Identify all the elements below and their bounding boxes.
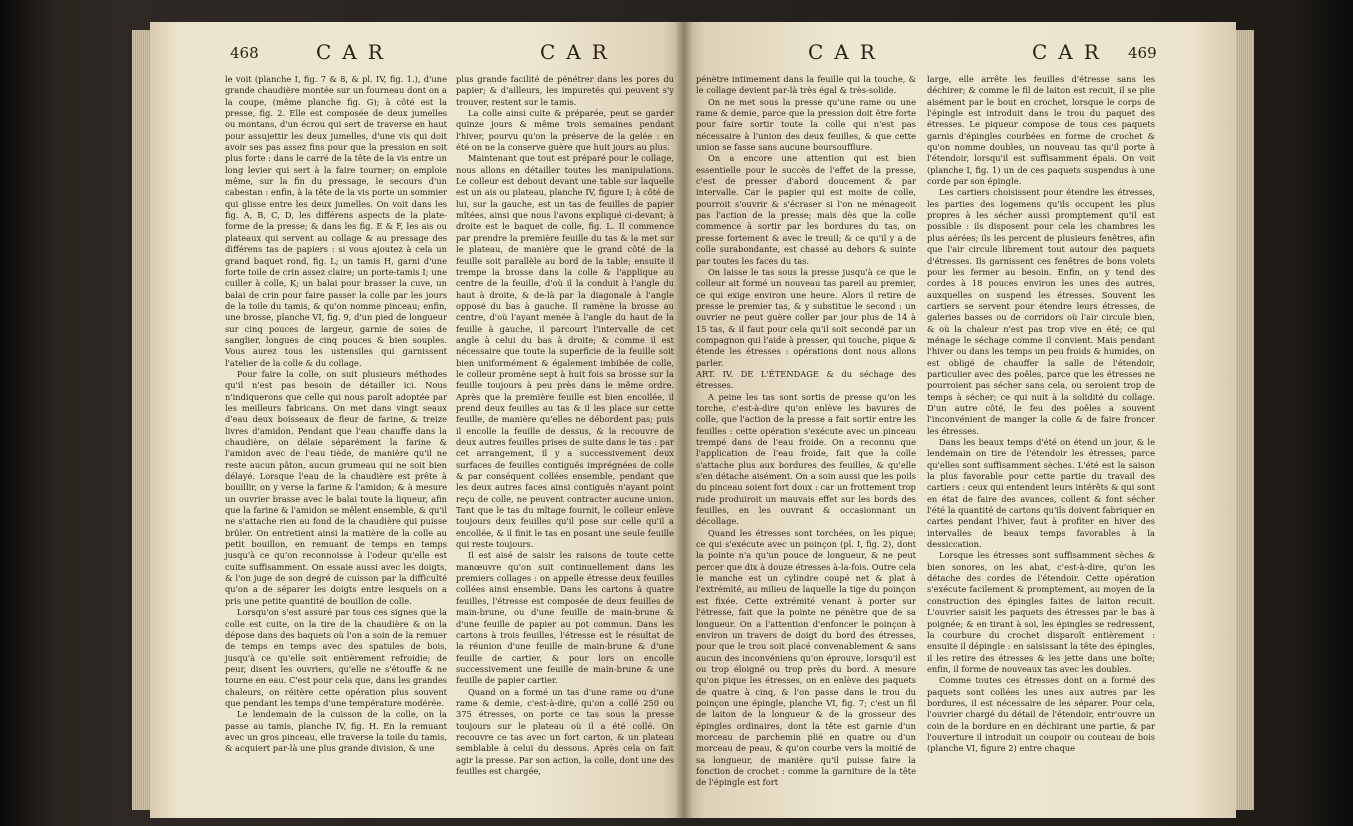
paragraph: Il est aisé de saisir les raisons de toute cette manœuvre qu'on suit continuellement dans les premiers collages : on appelle étresse deux feuilles collées ainsi ensemble. Dans les cartons à quatre feuilles, l'étresse est composée de deux feuilles de main-brune, ou d'une feuille de main-brune & d'une feuille de papier au pot commun. Dans les cartons à trois feuilles, l'étresse est le résultat de la réunion d'une feuille de main-brune & d'une feuille de cartier, & pour lors on encolle successivement une feuille de main-brune & une feuille de papier cartier. [456, 550, 674, 686]
paragraph: Le lendemain de la cuisson de la colle, on la passe au tamis, planche IV, fig. H. En la remuant avec un gros pinceau, elle traverse la toile du tamis, & acquiert par-là une plus grande division, & une [225, 709, 447, 754]
paragraph: Lorsque les étresses sont suffisamment sèches & bien sonores, on les abat, c'est-à-dire, qu'on les détache des cordes de l'étendoir. Cette opération s'exécute facilement & promptement, au moyen de la construction des épingles faites de laiton recuit. L'ouvrier saisit les paquets des étresses par le bas à poignée; & en tirant à soi, les épingles se redressent, la courbure du crochet disparoît entièrement : ensuite il dépingle : en saisissant la tête des épingles, il les retire des étresses & les jette dans une boîte; enfin, il forme de nouveaux tas avec les doubles. [927, 550, 1155, 674]
right-page-column-2 [927, 74, 1155, 755]
paragraph: Quand les étresses sont torchées, on les pique; ce qui s'exécute avec un poinçon (pl. I, fig. 2), dont la pointe n'a qu'un pouce de longueur, & ne peut percer que dix à douze étresses à-la-fois. Outre cela le manche est un cylindre coupé net & plat à l'extrémité, au milieu de laquelle la tige du poinçon est fixée. Cette extrémité venant à porter sur l'étresse, fait que la pointe ne pénètre que de sa longueur. On a l'attention d'enfoncer le poinçon à environ un travers de doigt du bord des étresses, pour que le trou soit placé convenablement & sans aucun des inconvéniens qu'on éprouve, lorsqu'il est ou trop éloigné ou trop près du bord. A mesure qu'on pique les étresses, on en enlève des paquets de quatre à cinq, & l'on passe dans le trou du poinçon une épingle, planche VI, fig. 7; c'est un fil de laiton de la longueur & de la grosseur des épingles ordinaires, dont la tête est garnie d'un morceau de parchemin plié en quatre ou d'un morceau de peau, & qu'on courbe vers la moitié de sa longueur, de manière qu'il puisse faire la fonction de crochet : comme la garniture de la tête de l'épingle est fort [696, 527, 916, 788]
paragraph: pénètre intimement dans la feuille qui la touche, & le collage devient par-là très égal & très-solide. [696, 74, 916, 96]
paragraph: Pour faire la colle, on suit plusieurs méthodes qu'il n'est pas besoin de détailler ici. Nous n'indiquerons que celle qui nous paroît adoptée par les meilleurs fabricans. On met dans vingt seaux d'eau deux boisseaux de fleur de farine, & treize livres d'amidon. Pendant que l'eau chauffe dans la chaudière, on délaie séparément la farine & l'amidon avec de l'eau tiède, de manière qu'il ne reste aucun pâton, aucun grumeau qui ne soit bien délayé. Lorsque l'eau de la chaudière est prête à bouillir, on y verse la farine & l'amidon; & à mesure un ouvrier brasse avec le balai toute la liqueur, afin que la farine & l'amidon se mêlent ensemble, & qu'il ne s'attache rien au fond de la chaudière qui puisse brûler. On entretient ainsi la matière de la colle au petit bouillon, en remuant de temps en temps jusqu'à ce qu'on reconnoisse à l'odeur qu'elle est cuite suffisamment. On essaie aussi avec les doigts, & l'on juge de son degré de cuisson par la difficulté qu'on a de séparer les doigts entre lesquels on a pris une petite quantité de bouillon de colle. [225, 368, 447, 606]
book-gutter [675, 22, 693, 818]
paragraph: plus grande facilité de pénétrer dans les pores du papier; & d'ailleurs, les impuretés qui peuvent s'y trouver, restent sur le tamis. [456, 74, 674, 107]
paragraph: Lorsqu'on s'est assuré par tous ces signes que la colle est cuite, on la tire de la chaudière & on la dépose dans des baquets où l'on a soin de la remuer de temps en temps avec des spatules de bois, jusqu'à ce qu'elle soit entièrement refroidie; de peur, disent les ouvriers, qu'elle ne s'étouffe & ne tourne en eau. C'est pour cela que, dans les grandes chaleurs, on réitère cette opération plus souvent que pendant les temps d'une température modérée. [225, 607, 447, 708]
paragraph: Dans les beaux temps d'été on étend un jour, & le lendemain on tire de l'étendoir les étresses, parce qu'elles sont suffisamment sèches. L'été est la saison la plus favorable pour cette partie du travail des cartiers : ceux qui entendent leurs intérêts & qui sont en état de faire des avances, collent & font sécher l'été la quantité de cartons qu'ils doivent fabriquer en cartes pendant l'hiver, faut à profiter en hiver des intervalles de beaux temps favorables à la dessiccation. [927, 437, 1155, 550]
paragraph: large, elle arrête les feuilles d'étresse sans les déchirer; & comme le fil de laiton est recuit, il se plie aisément par le bout en crochet, lorsque le corps de l'épingle est introduit dans le trou du paquet des étresses. Le piqueur compose de tous ces paquets garnis d'épingles courbées en forme de crochet & qu'on nomme doubles, un nouveau tas qu'il porte à l'étendoir, lorsqu'il est suffisamment épais. On voit (planche I, fig. 1) un de ces paquets suspendus à une corde par son épingle. [927, 74, 1155, 187]
paragraph: On laisse le tas sous la presse jusqu'à ce que le colleur ait formé un nouveau tas pareil au premier, ce qui exige environ une heure. Alors il retire de presse le premier tas, & y substitue le second : un ouvrier ne peut guère coller par jour plus de 14 à 15 tas, & il faut pour cela qu'il soit secondé par un compagnon qui l'aide à presser, qui touche, pique & étende les étresses : opérations dont nous allons parler. [696, 266, 916, 368]
paragraph: Quand on a formé un tas d'une rame ou d'une rame & demie, c'est-à-dire, qu'on a collé 250 ou 375 étresses, on porte ce tas sous la presse toujours sur le plateau où il a été collé. On recouvre ce tas avec un fort carton, & un plateau semblable à celui du dessous. Après cela on fait agir la presse. Par son action, la colle, dont une des feuilles est chargée, [456, 686, 674, 776]
article-heading: ART. IV. DE L'ÉTENDAGE & du séchage des étresses. [696, 368, 916, 391]
right-page-number: 469 [1128, 44, 1157, 62]
paragraph: A peine les tas sont sortis de presse qu'on les torche, c'est-à-dire qu'on enlève les bavures de colle, que l'action de la presse a fait sortir entre les feuilles : cette opération s'exécute avec un pinceau trempé dans de l'eau froide. On a reconnu que l'application de l'eau froide, fait que la colle s'attache plus aux bordures des feuilles, & qu'elle s'en détache aisément. On a soin aussi que les poils du pinceau soient fort doux : car un frottement trop rude produiroit un mauvais effet sur les bords des feuilles, en les ouvrant & occasionnant un décollage. [696, 391, 916, 527]
paragraph: On a encore une attention qui est bien essentielle pour le succès de l'effet de la presse, c'est de presser d'abord doucement & par intervalle. Car le papier qui est moite de colle, pourroit s'ouvrir & s'écraser si l'on ne ménageoit pas l'action de la presse; mais dès que la colle commence à sortir par les bordures du tas, on presse fortement & avec le treuil; & ce qu'il y a de colle surabondante, est chassé au dehors & suinte par toutes les faces du tas. [696, 153, 916, 266]
right-page-header [690, 38, 1165, 68]
left-page-number: 468 [230, 44, 259, 62]
paragraph: La colle ainsi cuite & préparée, peut se garder quinze jours & même trois semaines pendant l'hiver, pourvu qu'on la préserve de la gelée : en été on ne la conserve guère que huit jours au plus. [456, 108, 674, 153]
page-stack-right [1236, 30, 1254, 810]
left-page-column-2 [456, 74, 674, 777]
paragraph: le voit (planche I, fig. 7 & 8, & pl. IV, fig. 1.), d'une grande chaudière montée sur un fourneau dont on a la coupe, (même planche fig. G); à côté est la presse, fig. 2. Elle est composée de deux jumelles ou montans, d'un écrou qui sert de traverse en haut pour assujettir les deux jumelles, d'une vis qui doit avoir ses pas assez fins pour que la pression en soit plus forte : dans le carré de la tête de la vis entre un long levier qui sert à la faire tourner; on emploie même, sur la fin du pressage, le secours d'un cabestan : enfin, à la tête de la vis porte un sommier qui glisse entre les deux jumelles. On voit dans les fig. A, B, C, D, les différens aspects de la plate-forme de la presse; & dans les fig. E & F, les ais ou plateaux qui servent au collage & au pressage des différens tas de papiers : si vous ajoutez à cela un grand baquet rond, fig. L; un tamis H, garni d'une forte toile de crin assez claire; un porte-tamis I; une cuiller à colle, K; un balai pour brasser la cuve, un balai de crin pour faire passer la colle par les jours de la toile du tamis, & qu'on nomme pinceau; enfin, une brosse, planche VI, fig. 9, d'un pied de longueur sur cinq pouces de largeur, garnie de soies de sanglier, longues de cinq pouces & bien souples. Vous aurez tous les ustensiles qui garnissent l'atelier de la colle & du collage. [225, 74, 447, 368]
paragraph: Les cartiers choisissent pour étendre les étresses, les parties des logemens qu'ils occupent les plus propres à les sécher aussi promptement qu'il est possible : ils disposent pour cela les chambres les plus aérées; ils les percent de plusieurs fenêtres, afin que l'air circule librement tout autour des paquets d'étresses. Ils garnissent ces fenêtres de bons volets pour les fermer au besoin. Enfin, on y tend des cordes à 18 pouces environ les unes des autres, auxquelles on suspend les étresses. Souvent les cartiers se servent pour étendre leurs étresses, de galeries basses ou de corridors où l'air circule bien, & où la chaleur n'est pas trop vive en été; ce qui ménage le séchage comme il convient. Mais pendant l'hiver ou dans les temps un peu froids & humides, on est obligé de chauffer la salle de l'étendoir, particulier avec des poêles, parce que les étresses ne pourroient pas sécher sans cela, ou seroient trop de temps à sécher; ce qui nuit à la solidité du collage. D'un autre côté, le feu des poêles a souvent l'inconvénient de manger la colle & de faire froncer les étresses. [927, 187, 1155, 436]
paragraph: On ne met sous la presse qu'une rame ou une rame & demie, parce que la pression doit être forte pour faire sortir toute la colle qui n'est pas nécessaire à l'union des deux feuilles, & que cette union se fasse sans aucune boursoufflure. [696, 96, 916, 153]
right-running-head-2: CAR [1032, 40, 1110, 64]
right-running-head-1: CAR [808, 40, 886, 64]
page-stack-left [132, 30, 150, 810]
paragraph: Comme toutes ces étresses dont on a formé des paquets sont collées les unes aux autres par les bordures, il est nécessaire de les séparer. Pour cela, l'ouvrier chargé du détail de l'étendoir, entr'ouvre un coin de la bordure en en déchirant une partie, & par l'ouverture il introduit un coupoir ou couteau de bois (planche VI, figure 2) entre chaque [927, 675, 1155, 754]
left-page-column-1 [225, 74, 447, 755]
left-running-head-2: CAR [540, 40, 618, 64]
paragraph: Maintenant que tout est préparé pour le collage, nous allons en détailler toutes les manipulations. Le colleur est debout devant une table sur laquelle est un ais ou plateau, planche IV, figure I; à côté de lui, sur la gauche, est un tas de feuilles de papier mîtées, ainsi que nous l'avons expliqué ci-devant; à droite est le baquet de colle, fig. L. Il commence par prendre la première feuille du tas & la met sur le plateau, de manière que le grand côté de la feuille soit parallèle au bord de la table; ensuite il trempe la brosse dans la colle & l'applique au centre de la feuille, d'où il la conduit à l'angle du haut à droite, & de-là par la diagonale à l'angle opposé du bas à gauche. Il ramène la brosse au centre, d'où l'ayant menée à l'angle du haut de la feuille à gauche, il parcourt l'intervalle de cet angle à celui du bas à droite; & comme il est nécessaire que toute la superficie de la feuille soit bien uniformément & également imbibée de colle, le colleur promène sept à huit fois sa brosse sur la feuille toujours à peu près dans le même ordre. Après que la première feuille est bien encollée, il prend deux feuilles au tas & il les place sur cette feuille, de manière qu'elles ne débordent pas; puis il encolle la feuille de dessus, & la recouvre de deux autres feuilles prises de suite dans le tas : par cet arrangement, il y a successivement deux surfaces de feuilles contiguës imprégnées de colle & par conséquent collées ensemble, pendant que les deux autres faces ainsi contiguës n'ayant point reçu de colle, ne peuvent contracter aucune union. Tant que le tas du mîtage fournit, le colleur enlève toujours deux feuilles qu'il pose sur celle qu'il a encollée, & il finit le tas en posant une seule feuille qui reste toujours. [456, 153, 674, 550]
left-page-header [230, 38, 680, 68]
right-page-column-1 [696, 74, 916, 789]
left-running-head-1: CAR [316, 40, 394, 64]
